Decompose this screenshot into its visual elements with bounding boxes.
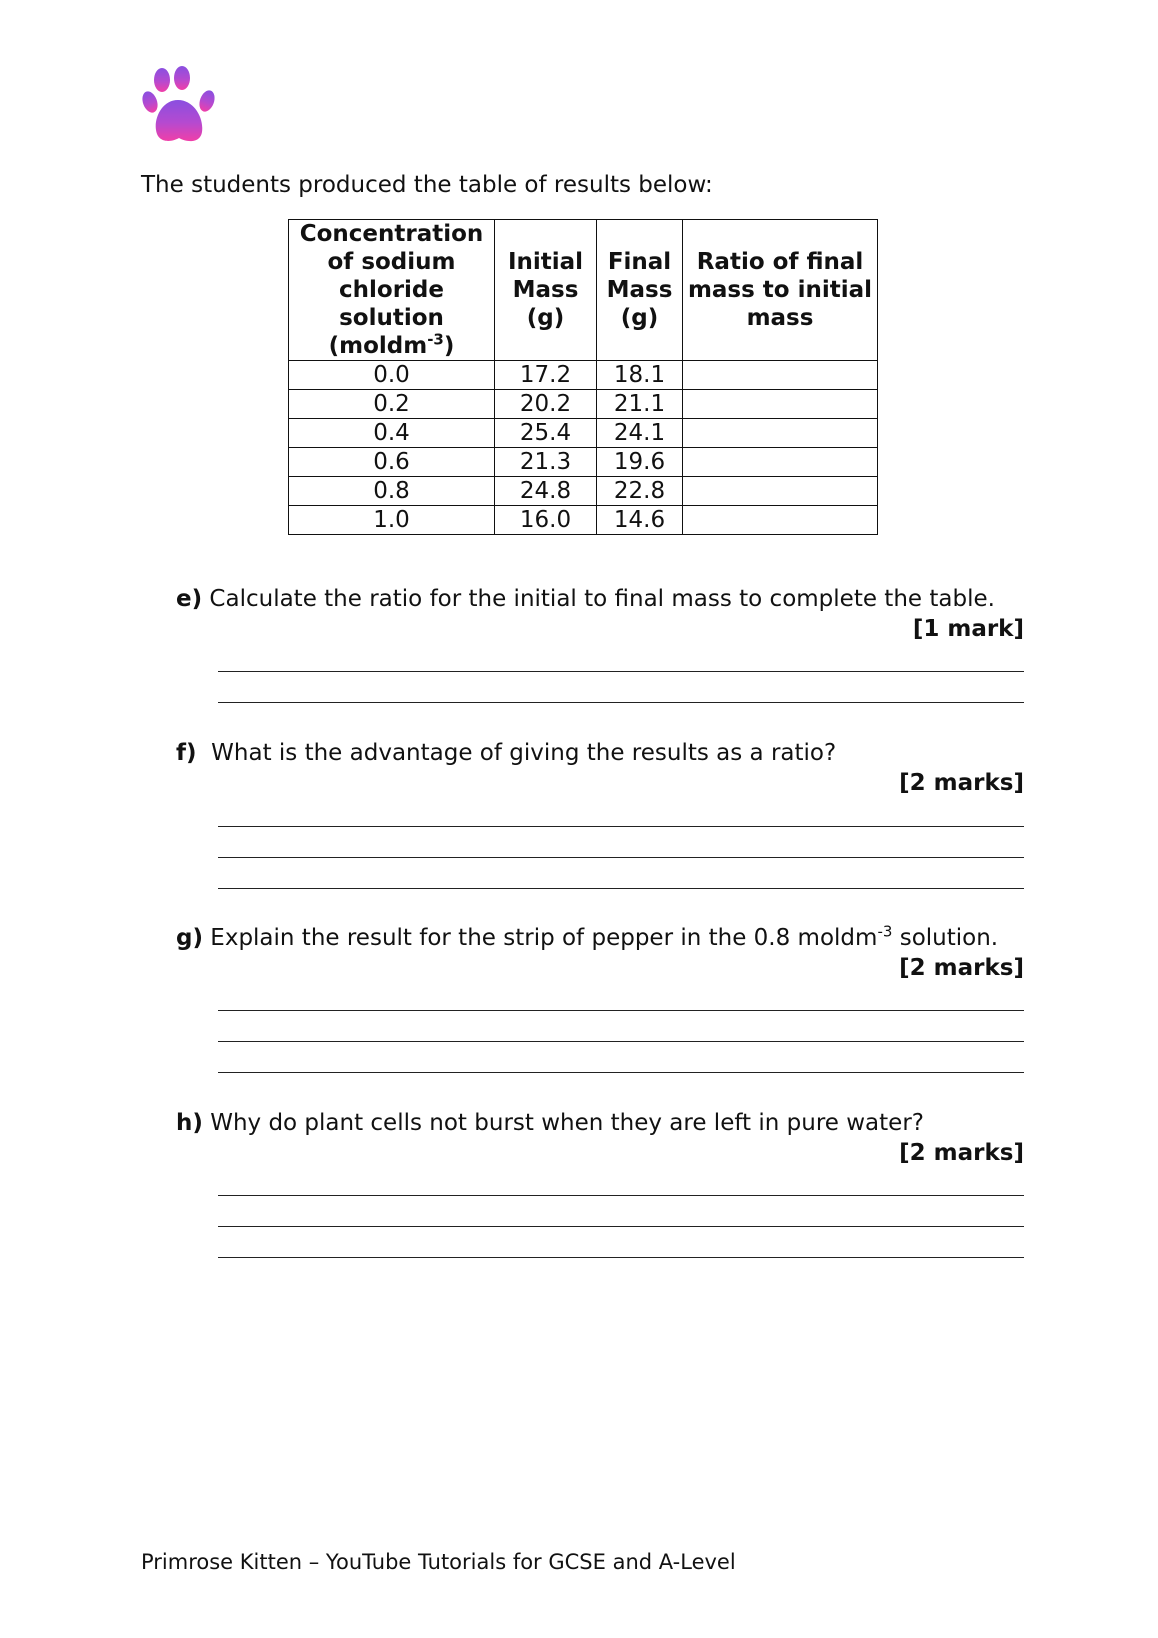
cell-concentration: 0.8 <box>289 477 495 506</box>
question-g-text: Explain the result for the strip of pepper in the 0.8 moldm <box>202 925 878 951</box>
question-g <box>176 922 999 951</box>
cell-initial-mass: 16.0 <box>495 506 597 535</box>
question-f-marks: [2 marks] <box>899 770 1024 796</box>
answer-line[interactable] <box>218 1195 1024 1196</box>
answer-line[interactable] <box>218 826 1024 827</box>
answer-line[interactable] <box>218 1257 1024 1258</box>
table-row <box>289 477 878 506</box>
answer-line[interactable] <box>218 702 1024 703</box>
question-e-text: Calculate the ratio for the initial to final mass to complete the table. <box>202 586 995 612</box>
header-concentration <box>289 220 495 361</box>
cell-ratio[interactable] <box>683 361 878 390</box>
cell-concentration: 0.4 <box>289 419 495 448</box>
table-row <box>289 390 878 419</box>
cell-final-mass: 24.1 <box>597 419 683 448</box>
cell-initial-mass: 20.2 <box>495 390 597 419</box>
paw-print-logo-icon <box>142 66 218 148</box>
cell-initial-mass: 25.4 <box>495 419 597 448</box>
answer-line[interactable] <box>218 857 1024 858</box>
table-row <box>289 361 878 390</box>
cell-final-mass: 14.6 <box>597 506 683 535</box>
cell-initial-mass: 24.8 <box>495 477 597 506</box>
cell-concentration: 0.0 <box>289 361 495 390</box>
cell-ratio[interactable] <box>683 448 878 477</box>
cell-ratio[interactable] <box>683 477 878 506</box>
header-ratio: Ratio of final mass to initial mass <box>683 220 878 361</box>
question-g-text-end: solution. <box>892 925 999 951</box>
header-unit-superscript: -3 <box>427 330 444 349</box>
answer-line[interactable] <box>218 1041 1024 1042</box>
header-unit-close: ) <box>443 333 455 359</box>
question-e-letter: e) <box>176 586 203 612</box>
cell-final-mass: 18.1 <box>597 361 683 390</box>
table-row <box>289 506 878 535</box>
cell-final-mass: 22.8 <box>597 477 683 506</box>
footer-text: Primrose Kitten – YouTube Tutorials for GCSE and A-Level <box>141 1550 736 1574</box>
table-row <box>289 448 878 477</box>
question-h-letter: h) <box>176 1110 203 1136</box>
question-f-text: What is the advantage of giving the results as a ratio? <box>196 740 837 766</box>
answer-line[interactable] <box>218 671 1024 672</box>
answer-line[interactable] <box>218 1072 1024 1073</box>
cell-initial-mass: 21.3 <box>495 448 597 477</box>
cell-ratio[interactable] <box>683 390 878 419</box>
question-h-marks: [2 marks] <box>899 1140 1024 1166</box>
header-concentration-unit: (moldm <box>328 333 428 359</box>
question-h <box>176 1110 924 1136</box>
question-g-superscript: -3 <box>877 922 893 941</box>
question-e <box>176 586 995 612</box>
header-concentration-label: Concentration of sodium chloride solution <box>299 221 484 331</box>
cell-initial-mass: 17.2 <box>495 361 597 390</box>
cell-concentration: 0.6 <box>289 448 495 477</box>
table-header-row <box>289 220 878 361</box>
cell-ratio[interactable] <box>683 506 878 535</box>
cell-final-mass: 19.6 <box>597 448 683 477</box>
question-f-letter: f) <box>176 740 197 766</box>
cell-concentration: 1.0 <box>289 506 495 535</box>
results-table <box>288 219 878 535</box>
cell-final-mass: 21.1 <box>597 390 683 419</box>
header-initial-mass: Initial Mass (g) <box>495 220 597 361</box>
answer-line[interactable] <box>218 888 1024 889</box>
answer-line[interactable] <box>218 1010 1024 1011</box>
question-g-letter: g) <box>176 925 203 951</box>
question-h-text: Why do plant cells not burst when they are left in pure water? <box>202 1110 924 1136</box>
cell-concentration: 0.2 <box>289 390 495 419</box>
cell-ratio[interactable] <box>683 419 878 448</box>
question-f <box>176 740 836 766</box>
question-g-marks: [2 marks] <box>899 955 1024 981</box>
intro-text: The students produced the table of results below: <box>141 172 713 198</box>
question-e-marks: [1 mark] <box>912 616 1024 642</box>
table-row <box>289 419 878 448</box>
answer-line[interactable] <box>218 1226 1024 1227</box>
header-final-mass: Final Mass (g) <box>597 220 683 361</box>
